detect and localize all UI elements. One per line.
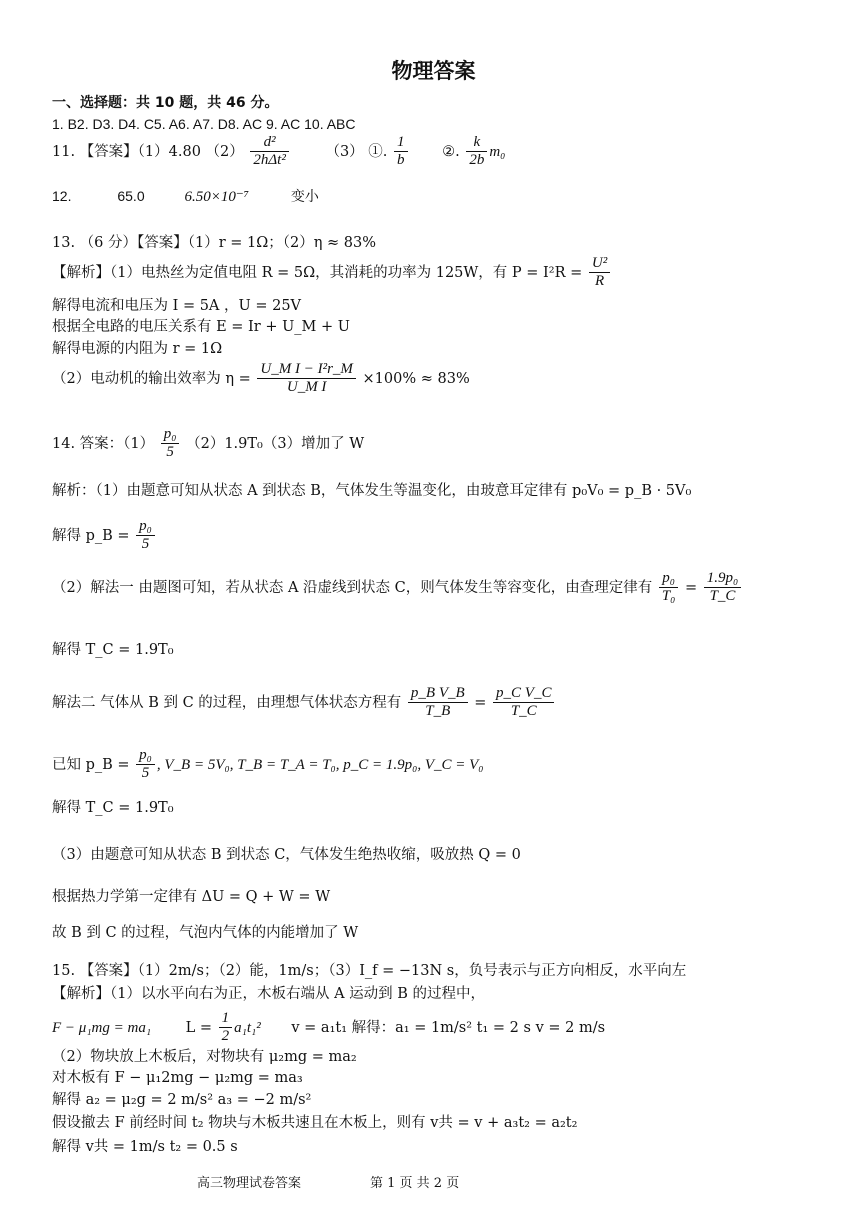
q14-line-6 [52,685,556,721]
page-title: 物理答案 [391,59,476,83]
q12-number: 12. [52,188,72,204]
q14-gas-left: $\frac{\text{p\_B V\_B}}{T\_B}$ [408,685,468,721]
q11-fraction-3: $\frac{k}{2b}$ [466,134,487,170]
q14-charles-left: $\frac{\text{p₀}}{\text{T₀}}$ [659,570,679,606]
q11-line [52,134,505,170]
q13-efficiency-fraction: $\frac{\text{U\_M I − I²r\_M}}{\text{U\_M I}}$ [257,361,356,397]
q14-known-fraction: $\frac{\text{p₀}}{5}$ [136,747,155,783]
footer-page-number: 第 1 页 共 2 页 [370,1176,460,1191]
q11-prefix: 11. 【答案】（1）4.80 （2） [52,143,244,160]
q14-line-9: （3）由题意可知从状态 B 到状态 C，气体发生绝热收缩，吸放热 Q = 0 [52,847,521,863]
q13-line-4: 根据全电路的电压关系有 E = Ir + U_M + U [52,319,350,335]
q14-fraction: $\frac{\text{p₀}}{5}$ [161,426,180,462]
q14-line-8: 解得 T_C = 1.9T₀ [52,800,174,816]
q15-line-8: 解得 v共 = 1m/s t₂ = 0.5 s [52,1139,238,1155]
q14-answer [52,426,364,462]
q11-fraction-2: $\frac{1}{b}$ [394,134,408,170]
q15-line-3 [52,1010,605,1046]
q15-eq-a: F − μ₁mg = ma₁ [52,1019,152,1036]
q14-gas-right: $\frac{\text{p\_C V\_C}}{T\_C}$ [493,685,554,721]
q11-mid2: ②. [442,143,460,160]
q14-line-5: 解得 T_C = 1.9T₀ [52,642,174,658]
q12-answer-c: 变小 [290,188,319,204]
section-heading: 一、选择题：共 10 题，共 46 分。 [52,95,279,111]
q14-l1-text: 14. 答案：（1） [52,435,155,452]
q11-mid: （3） ①. [325,143,388,160]
q15-line-5: 对木板有 F − μ₁2mg − μ₂mg = ma₃ [52,1070,303,1086]
q14-line-7 [52,747,484,783]
q13-analysis-1 [52,255,612,291]
q15-eq-c: v = a₁t₁ 解得：a₁ = 1m/s² t₁ = 2 s v = 2 m/s [291,1019,606,1036]
q13-line-3: 解得电流和电压为 I = 5A ，U = 25V [52,298,302,314]
q14-line-11: 故 B 到 C 的过程，气泡内气体的内能增加了 W [52,925,359,941]
q15-half-fraction: $\frac{1}{2}$ [219,1010,233,1046]
q14-l3-text: 解得 p_B = [52,527,130,544]
footer-exam-title: 高三物理试卷答案 [197,1176,302,1191]
q14-pb-fraction: $\frac{\text{p₀}}{5}$ [136,518,155,554]
q14-equals-2: = [474,694,487,711]
q14-l6-text: 解法二 气体从 B 到 C 的过程，由理想气体状态方程有 [52,694,402,711]
q14-l4-text: （2）解法一 由题图可知，若从状态 A 沿虚线到状态 C，则气体发生等容变化，由查理定律有 [52,579,653,596]
q13-l2-text: 【解析】（1）电热丝为定值电阻 R = 5Ω，其消耗的功率为 125W，有 P = I²R = [52,264,583,281]
q14-equals: = [685,579,698,596]
q12-answer-a: 65.0 [117,188,145,204]
q11-tail: m₀ [489,143,506,160]
q15-line-6: 解得 a₂ = μ₂g = 2 m/s² a₃ = −2 m/s² [52,1092,312,1108]
q14-line-2: 解析：（1）由题意可知从状态 A 到状态 B，气体发生等温变化，由玻意耳定律有 p₀V₀ = p_B · 5V₀ [52,483,692,499]
q14-charles-right: $\frac{\text{1.9p₀}}{T\_C}$ [704,570,741,606]
q13-line-5: 解得电源的内阻为 r = 1Ω [52,341,223,357]
q14-l1-tail: （2）1.9T₀（3）增加了 W [186,435,365,452]
q12-answer-b: 6.50×10⁻⁷ [184,189,250,205]
q14-line-10: 根据热力学第一定律有 ΔU = Q + W = W [52,889,331,905]
q13-answer: 13. （6 分）【答案】（1）r = 1Ω；（2）η ≈ 83% [52,235,377,251]
q14-line-3 [52,518,157,554]
q12-line [52,188,319,207]
q11-fraction-1: $\frac{\text{d²}}{\text{2hΔt²}}$ [250,134,288,170]
q15-line-7: 假设撤去 F 前经时间 t₂ 物块与木板共速且在木板上，则有 v共 = v + a₃t₂ = a₂t₂ [52,1115,578,1131]
q14-l7-tail: , V_B = 5V₀, T_B = T_A = T₀, p_C = 1.9p₀, V_C = V₀ [156,756,484,773]
q15-eq-b-text: L = [185,1019,213,1036]
q15-eq-b-tail: a₁t₁² [234,1019,261,1036]
q15-line-2: 【解析】（1）以水平向右为正，木板右端从 A 运动到 B 的过程中， [52,986,486,1002]
q13-line-6 [52,361,470,397]
q15-line-4: （2）物块放上木板后，对物块有 μ₂mg = ma₂ [52,1049,357,1065]
q13-l6-tail: ×100% ≈ 83% [362,370,470,387]
q15-answer: 15. 【答案】（1）2m/s；（2）能，1m/s；（3）I_f = −13N s，负号表示与正方向相反，水平向左 [52,963,687,979]
q14-l7-text: 已知 p_B = [52,756,130,773]
q13-l6-text: （2）电动机的输出效率为 η = [52,370,251,387]
mc-answers: 1. B2. D3. D4. C5. A6. A7. D8. AC 9. AC 10. ABC [52,116,356,132]
q14-line-4 [52,570,743,606]
q13-power-fraction: $\frac{\text{U²}}{R}$ [589,255,610,291]
